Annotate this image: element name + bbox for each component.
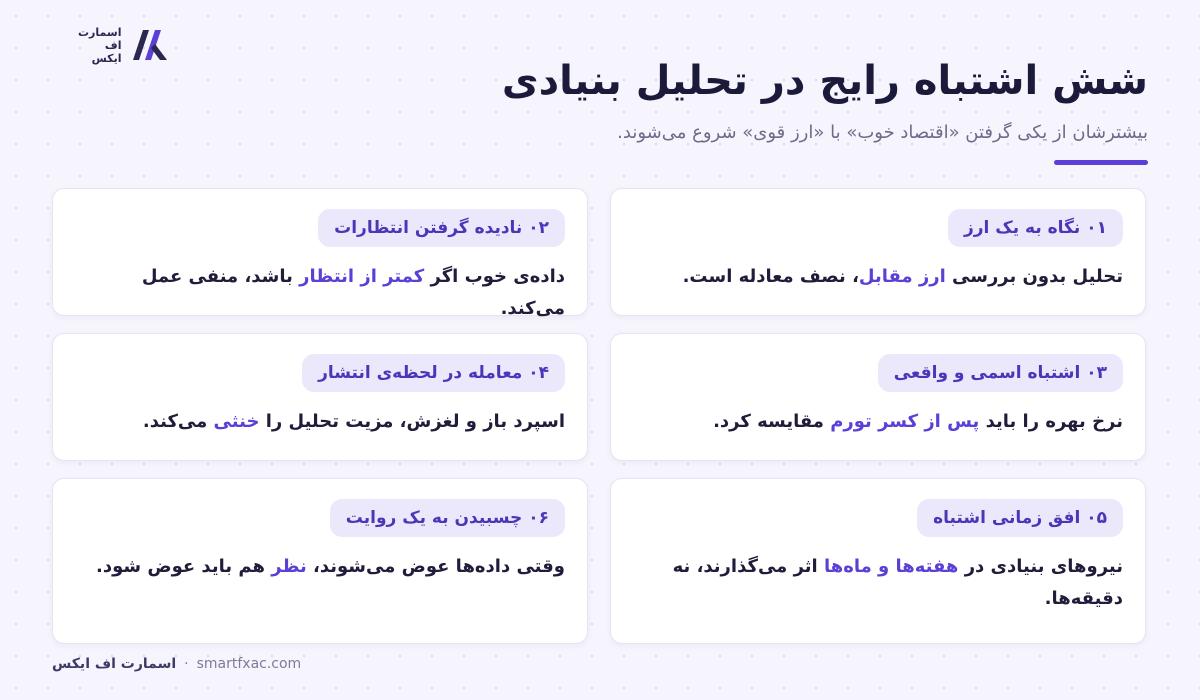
desc-highlight: هفته‌ها و ماه‌ها [823, 556, 959, 577]
card-badge: ۰۲ نادیده گرفتن انتظارات [318, 209, 565, 247]
card-badge: ۰۱ نگاه به یک ارز [948, 209, 1123, 247]
mistake-card-05 [610, 478, 1146, 644]
desc-highlight: ارز مقابل [858, 266, 946, 287]
card-description [633, 551, 1123, 615]
accent-bar [1054, 160, 1148, 165]
footer [52, 656, 301, 672]
page-title: شش اشتباه رایج در تحلیل بنیادی [501, 58, 1148, 104]
desc-text: اثر می‌گذارند، نه دقیقه‌ها. [672, 556, 1123, 609]
desc-text: وقتی داده‌ها عوض می‌شوند، [306, 556, 565, 577]
logo-text [78, 26, 121, 65]
desc-text: اسپرد باز و لغزش، مزیت تحلیل را [259, 411, 565, 432]
desc-text: ، نصف معادله است. [682, 266, 859, 287]
logo-line: ایکس [91, 51, 122, 65]
card-badge: ۰۶ چسبیدن به یک روایت [330, 499, 565, 537]
desc-text: داده‌ی خوب اگر [424, 266, 565, 287]
card-description [633, 261, 1123, 293]
desc-text: تحلیل بدون بررسی [945, 266, 1123, 287]
card-badge: ۰۴ معامله در لحظه‌ی انتشار [302, 354, 565, 392]
footer-brand: اسمارت اف ایکس [52, 656, 177, 672]
desc-text: هم باید عوض شود. [96, 556, 272, 577]
desc-text: مقایسه کرد. [713, 411, 831, 432]
logo-mark-icon [129, 24, 171, 66]
card-description [633, 406, 1123, 438]
desc-text: نیروهای بنیادی در [958, 556, 1123, 577]
mistake-card-03 [610, 333, 1146, 461]
mistake-card-01 [610, 188, 1146, 316]
mistake-card-06 [52, 478, 588, 644]
desc-text: می‌کند. [142, 411, 214, 432]
desc-highlight: نظر [271, 556, 307, 577]
card-description [75, 551, 565, 583]
brand-logo [78, 24, 171, 66]
card-badge: ۰۳ اشتباه اسمی و واقعی [878, 354, 1123, 392]
desc-highlight: کمتر از انتظار [299, 266, 425, 287]
card-description [75, 406, 565, 438]
mistake-card-02 [52, 188, 588, 319]
page-subtitle: بیشترشان از یکی گرفتن «اقتصاد خوب» با «ارز قوی» شروع می‌شوند. [617, 122, 1148, 143]
desc-text: باشد، منفی عمل می‌کند. [141, 266, 565, 319]
card-description [75, 261, 565, 325]
desc-text: نرخ بهره را باید [979, 411, 1123, 432]
footer-url[interactable]: smartfxac.com [196, 656, 302, 672]
mistake-card-04 [52, 333, 588, 461]
footer-separator: · [184, 656, 189, 672]
logo-line: اسمارت [78, 25, 122, 39]
card-badge: ۰۵ افق زمانی اشتباه [917, 499, 1123, 537]
desc-highlight: پس از کسر تورم [830, 411, 980, 432]
desc-highlight: خنثی [213, 411, 260, 432]
logo-line: اف [104, 38, 122, 52]
